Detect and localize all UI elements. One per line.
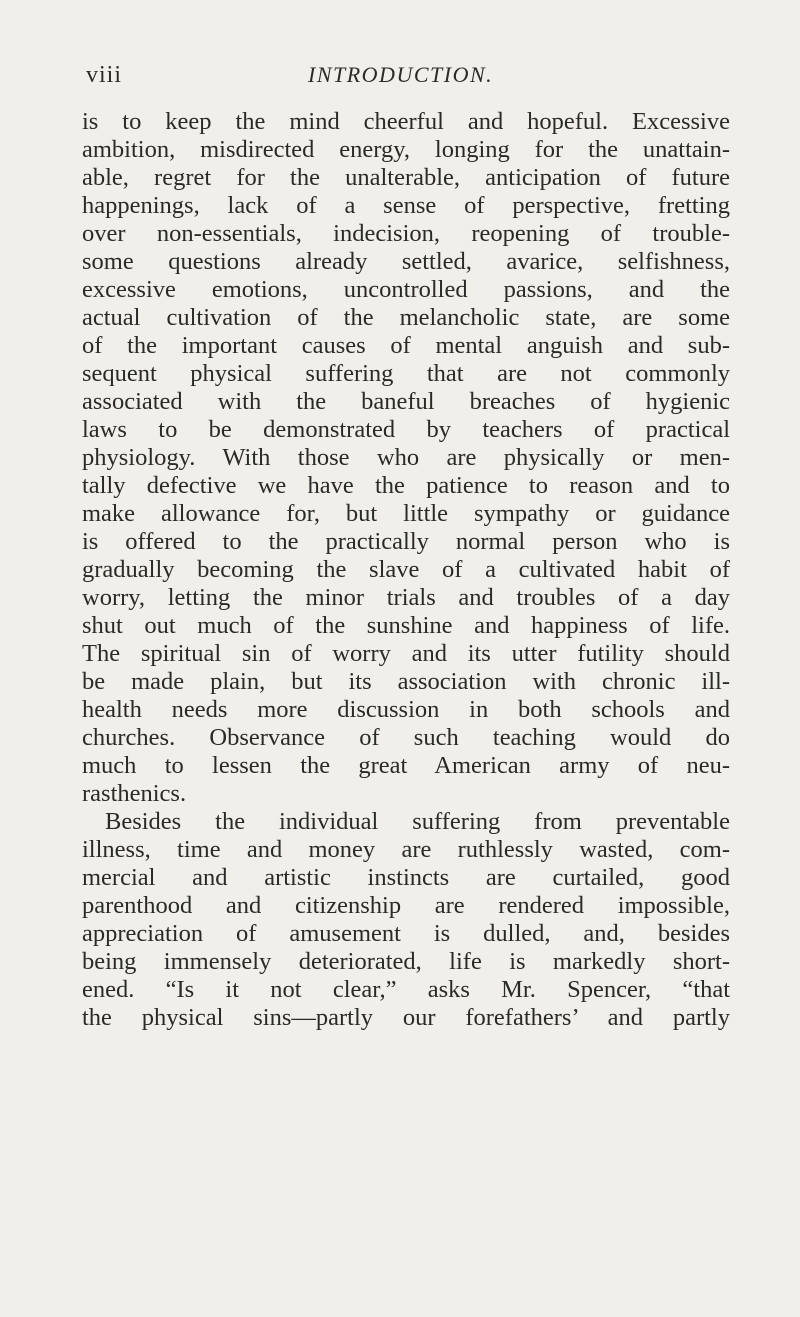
text-line: laws to be demonstrated by teachers of practical bbox=[82, 416, 730, 443]
text-line: some questions already settled, avarice, selfishness, bbox=[82, 248, 730, 275]
page-number: viii bbox=[86, 62, 123, 88]
text-line: able, regret for the unalterable, anticipation of future bbox=[82, 164, 730, 191]
text-line: sequent physical suffering that are not commonly bbox=[82, 360, 730, 387]
text-line: associated with the baneful breaches of hygienic bbox=[82, 388, 730, 415]
text-line: the physical sins—partly our forefathers’ and partly bbox=[82, 1004, 730, 1031]
text-line: is to keep the mind cheerful and hopeful. Excessive bbox=[82, 108, 730, 135]
text-line: actual cultivation of the melancholic state, are some bbox=[82, 304, 730, 331]
body-text bbox=[82, 108, 730, 1032]
text-line: Besides the individual suffering from preventable bbox=[105, 808, 730, 835]
text-line: worry, letting the minor trials and troubles of a day bbox=[82, 584, 730, 611]
text-line: gradually becoming the slave of a cultivated habit of bbox=[82, 556, 730, 583]
text-line: make allowance for, but little sympathy or guidance bbox=[82, 500, 730, 527]
text-line: rasthenics. bbox=[82, 780, 187, 807]
text-line: happenings, lack of a sense of perspective, fretting bbox=[82, 192, 730, 219]
running-title: INTRODUCTION. bbox=[308, 62, 494, 87]
text-line: shut out much of the sunshine and happiness of life. bbox=[82, 612, 730, 639]
text-line: ambition, misdirected energy, longing for the unattain- bbox=[82, 136, 730, 163]
running-head bbox=[86, 62, 726, 92]
text-line: physiology. With those who are physically or men- bbox=[82, 444, 730, 471]
text-line: is offered to the practically normal person who is bbox=[82, 528, 730, 555]
text-line: appreciation of amusement is dulled, and, besides bbox=[82, 920, 730, 947]
text-line: over non-essentials, indecision, reopening of trouble- bbox=[82, 220, 730, 247]
text-line: parenthood and citizenship are rendered impossible, bbox=[82, 892, 730, 919]
text-line: illness, time and money are ruthlessly wasted, com- bbox=[82, 836, 730, 863]
text-line: excessive emotions, uncontrolled passions, and the bbox=[82, 276, 730, 303]
text-line: mercial and artistic instincts are curtailed, good bbox=[82, 864, 730, 891]
text-line: be made plain, but its association with chronic ill- bbox=[82, 668, 730, 695]
text-line: of the important causes of mental anguish and sub- bbox=[82, 332, 730, 359]
text-line: much to lessen the great American army of neu- bbox=[82, 752, 730, 779]
text-line: tally defective we have the patience to reason and to bbox=[82, 472, 730, 499]
text-line: ened. “Is it not clear,” asks Mr. Spencer, “that bbox=[82, 976, 730, 1003]
text-line: churches. Observance of such teaching would do bbox=[82, 724, 730, 751]
text-line: The spiritual sin of worry and its utter futility should bbox=[82, 640, 730, 667]
text-line: being immensely deteriorated, life is markedly short- bbox=[82, 948, 730, 975]
text-line: health needs more discussion in both schools and bbox=[82, 696, 730, 723]
